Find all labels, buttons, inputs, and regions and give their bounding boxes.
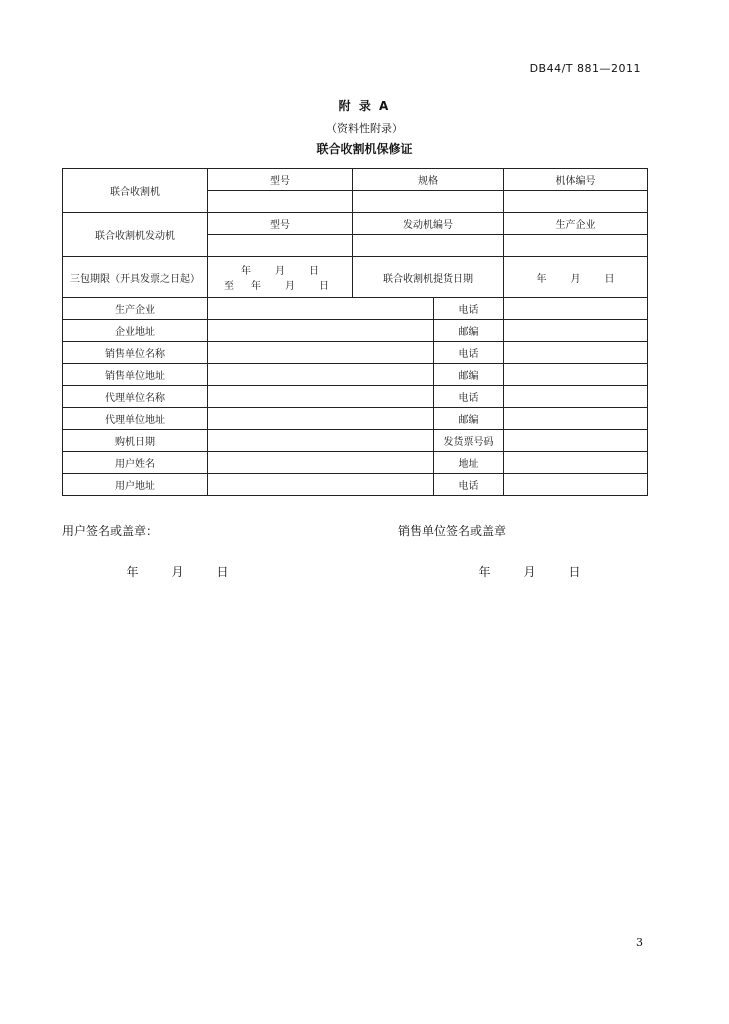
row-right-label: 邮编: [434, 408, 504, 430]
row-value-field[interactable]: [208, 452, 434, 474]
warranty-card-table: [62, 168, 648, 496]
engine-no-header: 发动机编号: [353, 213, 504, 235]
row-right-field[interactable]: [504, 408, 648, 430]
table-row: [63, 430, 648, 452]
row-right-field[interactable]: [504, 320, 648, 342]
row-value-field[interactable]: [208, 408, 434, 430]
year-label: 年: [126, 565, 139, 579]
engine-label: 联合收割机发动机: [63, 213, 208, 257]
year-label: 年: [536, 273, 547, 285]
row-label: 销售单位地址: [63, 364, 208, 386]
engine-model-header: 型号: [208, 213, 353, 235]
harvester-spec-field[interactable]: [353, 191, 504, 213]
table-row: [63, 474, 648, 496]
table-row: [63, 342, 648, 364]
row-value-field[interactable]: [208, 342, 434, 364]
engine-manufacturer-header: 生产企业: [504, 213, 648, 235]
harvester-header-row: [63, 169, 648, 191]
page-number: 3: [636, 936, 643, 949]
table-row: [63, 364, 648, 386]
row-right-label: 电话: [434, 298, 504, 320]
row-label: 销售单位名称: [63, 342, 208, 364]
user-signature-label: 用户签名或盖章：: [62, 524, 159, 538]
pickup-date-label: 联合收割机提货日期: [353, 257, 504, 298]
month-label: 月: [285, 281, 295, 292]
info-rows: [63, 298, 648, 496]
warranty-start-date: [229, 262, 331, 277]
row-label: 企业地址: [63, 320, 208, 342]
table-row: [63, 320, 648, 342]
year-label: 年: [251, 281, 261, 292]
row-value-field[interactable]: [208, 298, 434, 320]
row-right-field[interactable]: [504, 430, 648, 452]
row-label: 生产企业: [63, 298, 208, 320]
table-row: [63, 298, 648, 320]
row-label: 购机日期: [63, 430, 208, 452]
row-right-field[interactable]: [504, 474, 648, 496]
row-right-field[interactable]: [504, 386, 648, 408]
row-value-field[interactable]: [208, 430, 434, 452]
row-right-field[interactable]: [504, 364, 648, 386]
row-right-field[interactable]: [504, 452, 648, 474]
row-value-field[interactable]: [208, 386, 434, 408]
table-row: [63, 408, 648, 430]
month-label: 月: [523, 565, 536, 579]
row-right-label: 电话: [434, 474, 504, 496]
row-value-field[interactable]: [208, 320, 434, 342]
pickup-date-parts: [525, 270, 627, 285]
row-label: 用户姓名: [63, 452, 208, 474]
row-right-label: 发货票号码: [434, 430, 504, 452]
engine-no-field[interactable]: [353, 235, 504, 257]
appendix-nature: （资料性附录）: [326, 122, 403, 135]
day-label: 日: [319, 281, 329, 292]
year-label: 年: [478, 565, 491, 579]
warranty-period-label: 三包期限（开具发票之日起）: [63, 257, 208, 298]
row-right-field[interactable]: [504, 298, 648, 320]
month-label: 月: [171, 565, 184, 579]
row-right-label: 电话: [434, 342, 504, 364]
warranty-end-date: [219, 277, 341, 292]
table-row: [63, 452, 648, 474]
row-right-field[interactable]: [504, 342, 648, 364]
harvester-body-no-header: 机体编号: [504, 169, 648, 191]
engine-model-field[interactable]: [208, 235, 353, 257]
seller-signature-label: 销售单位签名或盖章: [398, 524, 507, 538]
harvester-spec-header: 规格: [353, 169, 504, 191]
day-label: 日: [604, 273, 615, 285]
seller-sign-date: [462, 563, 597, 580]
warranty-period-dates[interactable]: [208, 257, 353, 298]
engine-header-row: [63, 213, 648, 235]
row-label: 用户地址: [63, 474, 208, 496]
harvester-label: 联合收割机: [63, 169, 208, 213]
month-label: 月: [570, 273, 581, 285]
appendix-title: 附 录 A: [338, 99, 391, 113]
day-label: 日: [568, 565, 581, 579]
day-label: 日: [309, 266, 319, 277]
month-label: 月: [275, 266, 285, 277]
year-label: 年: [241, 266, 251, 277]
harvester-model-field[interactable]: [208, 191, 353, 213]
table-row: [63, 386, 648, 408]
row-right-label: 邮编: [434, 320, 504, 342]
row-label: 代理单位地址: [63, 408, 208, 430]
card-title: 联合收割机保修证: [316, 142, 413, 156]
engine-manufacturer-field[interactable]: [504, 235, 648, 257]
user-sign-date: [110, 563, 245, 580]
harvester-body-no-field[interactable]: [504, 191, 648, 213]
day-label: 日: [216, 565, 229, 579]
document-code: DB44/T 881—2011: [529, 62, 641, 75]
row-value-field[interactable]: [208, 364, 434, 386]
row-right-label: 电话: [434, 386, 504, 408]
row-right-label: 邮编: [434, 364, 504, 386]
pickup-date-field[interactable]: [504, 257, 648, 298]
row-right-label: 地址: [434, 452, 504, 474]
warranty-period-row: [63, 257, 648, 298]
harvester-model-header: 型号: [208, 169, 353, 191]
to-label: 至: [224, 281, 234, 292]
row-value-field[interactable]: [208, 474, 434, 496]
row-label: 代理单位名称: [63, 386, 208, 408]
